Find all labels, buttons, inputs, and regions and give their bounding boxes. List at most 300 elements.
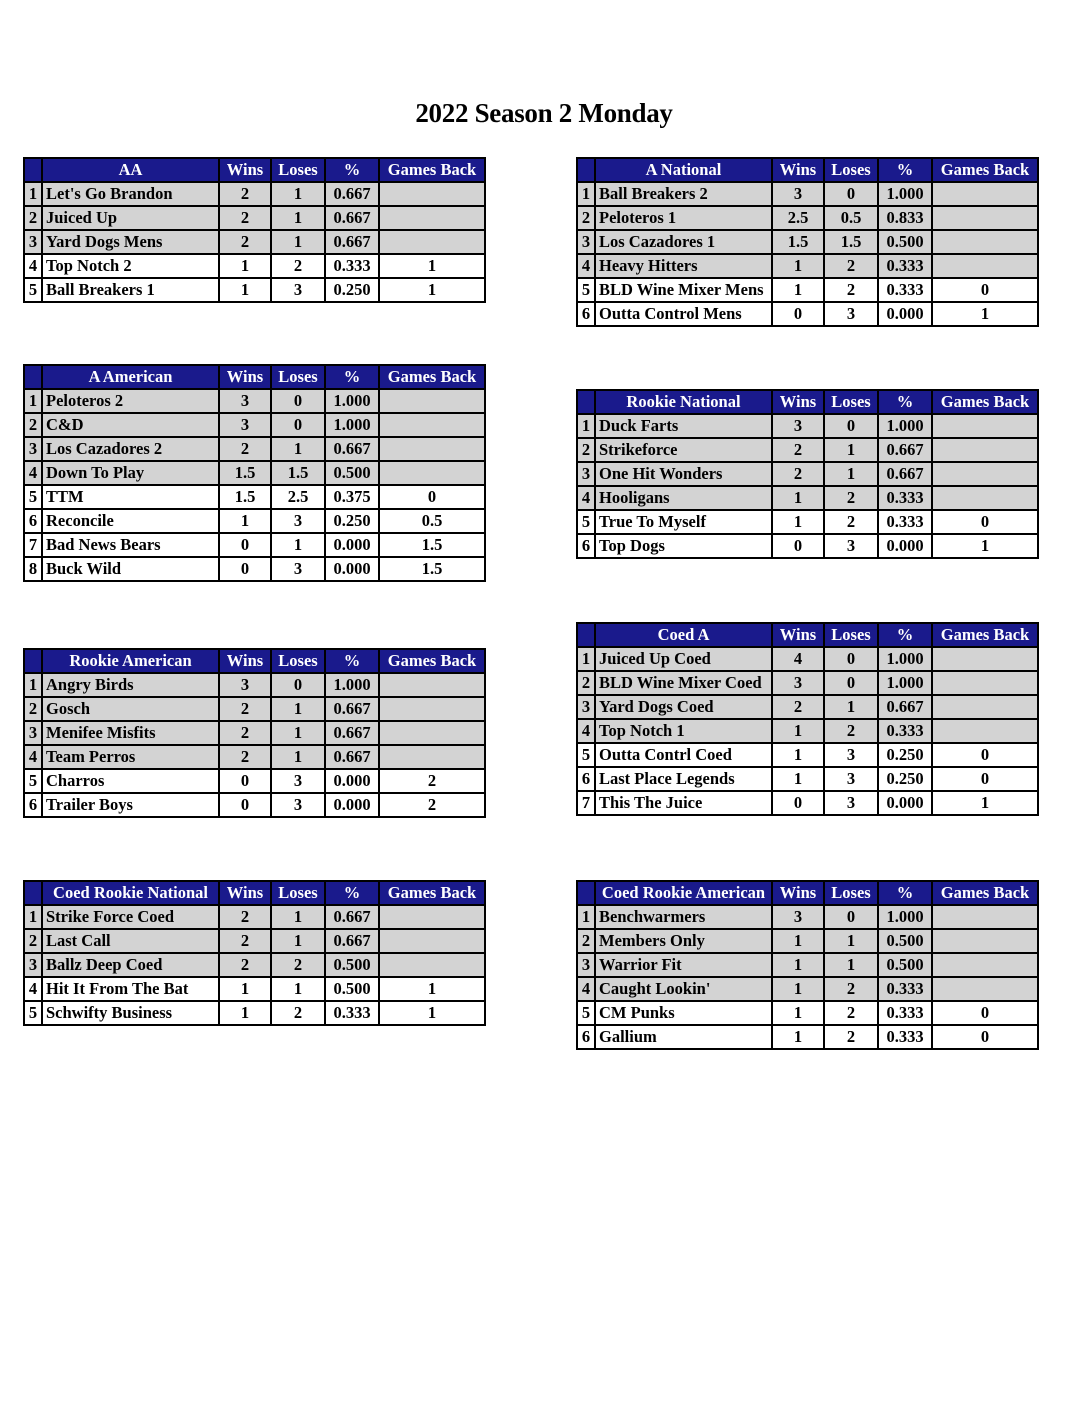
team-rank: 5 — [24, 278, 42, 302]
team-loses: 1 — [271, 697, 325, 721]
team-row — [24, 769, 485, 793]
team-name: Duck Farts — [595, 414, 772, 438]
team-rank: 1 — [577, 905, 595, 929]
team-wins: 2 — [219, 905, 271, 929]
team-pct: 0.500 — [325, 953, 379, 977]
standings-table-coed-rookie-national — [23, 880, 486, 1026]
team-pct: 0.667 — [325, 929, 379, 953]
pct-header: % — [878, 881, 932, 905]
team-row — [577, 719, 1038, 743]
loses-header: Loses — [824, 158, 878, 182]
team-wins: 1 — [219, 1001, 271, 1025]
team-wins: 1 — [772, 929, 824, 953]
team-games-back — [379, 437, 485, 461]
team-row — [24, 461, 485, 485]
team-games-back: 1 — [379, 977, 485, 1001]
team-row — [577, 486, 1038, 510]
team-loses: 1 — [824, 438, 878, 462]
rank-header — [577, 623, 595, 647]
team-games-back: 1 — [379, 278, 485, 302]
team-loses: 3 — [271, 278, 325, 302]
team-pct: 1.000 — [878, 182, 932, 206]
team-pct: 0.833 — [878, 206, 932, 230]
team-rank: 6 — [24, 509, 42, 533]
team-wins: 2 — [219, 437, 271, 461]
team-rank: 8 — [24, 557, 42, 581]
team-wins: 2 — [219, 929, 271, 953]
team-games-back: 2 — [379, 769, 485, 793]
team-wins: 1 — [772, 977, 824, 1001]
team-games-back — [379, 182, 485, 206]
team-row — [577, 182, 1038, 206]
team-wins: 2 — [219, 953, 271, 977]
team-name: Top Notch 1 — [595, 719, 772, 743]
team-wins: 1 — [772, 254, 824, 278]
team-loses: 1 — [271, 182, 325, 206]
team-name: Los Cazadores 1 — [595, 230, 772, 254]
team-row — [577, 905, 1038, 929]
team-games-back — [932, 182, 1038, 206]
team-row — [577, 647, 1038, 671]
team-loses: 2 — [824, 510, 878, 534]
team-loses: 2 — [824, 719, 878, 743]
team-pct: 0.333 — [878, 977, 932, 1001]
team-games-back — [379, 905, 485, 929]
team-pct: 0.250 — [878, 743, 932, 767]
team-games-back: 1 — [932, 791, 1038, 815]
loses-header: Loses — [271, 158, 325, 182]
team-wins: 1 — [772, 1025, 824, 1049]
team-pct: 1.000 — [325, 673, 379, 697]
team-rank: 4 — [577, 254, 595, 278]
team-loses: 0 — [824, 647, 878, 671]
team-rank: 2 — [577, 438, 595, 462]
team-rank: 4 — [24, 745, 42, 769]
team-pct: 0.333 — [325, 254, 379, 278]
team-games-back: 1 — [379, 1001, 485, 1025]
team-name: This The Juice — [595, 791, 772, 815]
team-loses: 1 — [271, 437, 325, 461]
team-loses: 0.5 — [824, 206, 878, 230]
rank-header — [24, 649, 42, 673]
team-loses: 2 — [271, 254, 325, 278]
team-pct: 0.667 — [325, 230, 379, 254]
loses-header: Loses — [271, 649, 325, 673]
division-name: Rookie American — [42, 649, 219, 673]
team-pct: 0.250 — [878, 767, 932, 791]
team-name: C&D — [42, 413, 219, 437]
team-rank: 5 — [24, 485, 42, 509]
team-row — [577, 929, 1038, 953]
team-pct: 0.000 — [325, 793, 379, 817]
team-rank: 3 — [577, 462, 595, 486]
wins-header: Wins — [219, 365, 271, 389]
team-games-back — [932, 254, 1038, 278]
team-pct: 0.333 — [878, 254, 932, 278]
team-games-back: 1.5 — [379, 533, 485, 557]
header-row — [24, 365, 485, 389]
team-loses: 1 — [824, 929, 878, 953]
team-wins: 1 — [772, 510, 824, 534]
team-loses: 1.5 — [271, 461, 325, 485]
team-loses: 0 — [271, 389, 325, 413]
team-pct: 1.000 — [325, 413, 379, 437]
team-row — [577, 206, 1038, 230]
team-pct: 0.333 — [878, 1001, 932, 1025]
header-row — [24, 881, 485, 905]
team-pct: 0.250 — [325, 509, 379, 533]
rank-header — [24, 158, 42, 182]
team-name: Ball Breakers 1 — [42, 278, 219, 302]
team-rank: 3 — [24, 230, 42, 254]
team-name: Los Cazadores 2 — [42, 437, 219, 461]
team-games-back — [932, 719, 1038, 743]
team-wins: 1 — [219, 509, 271, 533]
team-row — [24, 673, 485, 697]
standings-table-rookie-american — [23, 648, 486, 818]
games-back-header: Games Back — [379, 649, 485, 673]
team-pct: 0.000 — [325, 769, 379, 793]
team-row — [24, 206, 485, 230]
team-pct: 0.333 — [878, 719, 932, 743]
team-loses: 1.5 — [824, 230, 878, 254]
team-wins: 1.5 — [219, 461, 271, 485]
games-back-header: Games Back — [932, 623, 1038, 647]
team-pct: 0.667 — [325, 437, 379, 461]
team-rank: 5 — [577, 278, 595, 302]
team-rank: 4 — [24, 977, 42, 1001]
team-wins: 2 — [219, 206, 271, 230]
team-games-back — [379, 206, 485, 230]
team-loses: 1 — [824, 695, 878, 719]
team-games-back — [932, 206, 1038, 230]
team-loses: 0 — [824, 905, 878, 929]
team-games-back: 2 — [379, 793, 485, 817]
team-rank: 5 — [577, 1001, 595, 1025]
team-row — [24, 413, 485, 437]
team-name: Hooligans — [595, 486, 772, 510]
team-rank: 1 — [24, 389, 42, 413]
team-loses: 1 — [271, 206, 325, 230]
team-pct: 0.500 — [878, 929, 932, 953]
standings-table-coed-a — [576, 622, 1039, 816]
team-loses: 1 — [271, 230, 325, 254]
team-wins: 3 — [219, 413, 271, 437]
team-games-back — [379, 953, 485, 977]
team-row — [24, 793, 485, 817]
team-pct: 0.667 — [878, 438, 932, 462]
wins-header: Wins — [772, 623, 824, 647]
team-rank: 7 — [24, 533, 42, 557]
team-name: Ball Breakers 2 — [595, 182, 772, 206]
team-name: Reconcile — [42, 509, 219, 533]
team-row — [577, 743, 1038, 767]
team-name: Top Notch 2 — [42, 254, 219, 278]
team-loses: 1 — [824, 462, 878, 486]
team-loses: 3 — [824, 743, 878, 767]
team-loses: 3 — [271, 793, 325, 817]
team-pct: 0.667 — [325, 745, 379, 769]
team-row — [24, 533, 485, 557]
team-name: Gosch — [42, 697, 219, 721]
team-rank: 3 — [24, 721, 42, 745]
games-back-header: Games Back — [379, 881, 485, 905]
team-pct: 0.333 — [878, 486, 932, 510]
team-games-back: 1 — [932, 302, 1038, 326]
team-wins: 1 — [772, 953, 824, 977]
team-pct: 0.375 — [325, 485, 379, 509]
team-row — [577, 695, 1038, 719]
team-wins: 0 — [219, 793, 271, 817]
team-games-back: 0.5 — [379, 509, 485, 533]
team-row — [24, 254, 485, 278]
standings-table-a-american — [23, 364, 486, 582]
team-row — [577, 278, 1038, 302]
team-wins: 0 — [219, 557, 271, 581]
team-rank: 4 — [577, 977, 595, 1001]
team-wins: 0 — [772, 791, 824, 815]
team-loses: 1 — [271, 745, 325, 769]
header-row — [577, 623, 1038, 647]
games-back-header: Games Back — [379, 365, 485, 389]
team-name: Let's Go Brandon — [42, 182, 219, 206]
team-name: BLD Wine Mixer Coed — [595, 671, 772, 695]
team-loses: 3 — [271, 509, 325, 533]
team-name: Peloteros 1 — [595, 206, 772, 230]
team-rank: 1 — [24, 673, 42, 697]
team-name: Menifee Misfits — [42, 721, 219, 745]
team-pct: 0.667 — [878, 695, 932, 719]
standings-table-rookie-national — [576, 389, 1039, 559]
team-name: TTM — [42, 485, 219, 509]
team-name: Outta Control Mens — [595, 302, 772, 326]
team-row — [577, 1025, 1038, 1049]
team-loses: 2 — [824, 977, 878, 1001]
team-wins: 1 — [772, 767, 824, 791]
team-row — [577, 671, 1038, 695]
games-back-header: Games Back — [932, 881, 1038, 905]
team-name: Gallium — [595, 1025, 772, 1049]
games-back-header: Games Back — [379, 158, 485, 182]
wins-header: Wins — [772, 158, 824, 182]
team-wins: 3 — [772, 182, 824, 206]
team-rank: 6 — [577, 1025, 595, 1049]
team-loses: 3 — [824, 791, 878, 815]
team-wins: 0 — [219, 533, 271, 557]
team-rank: 4 — [24, 254, 42, 278]
team-loses: 2 — [824, 1025, 878, 1049]
team-row — [577, 510, 1038, 534]
team-games-back — [379, 929, 485, 953]
rank-header — [577, 390, 595, 414]
team-wins: 2 — [772, 695, 824, 719]
team-loses: 0 — [271, 413, 325, 437]
team-wins: 0 — [772, 534, 824, 558]
team-games-back: 1.5 — [379, 557, 485, 581]
team-games-back — [379, 461, 485, 485]
team-rank: 1 — [577, 647, 595, 671]
team-pct: 0.000 — [878, 534, 932, 558]
team-games-back — [932, 929, 1038, 953]
team-rank: 6 — [24, 793, 42, 817]
team-wins: 2 — [219, 697, 271, 721]
standings-table-a-national — [576, 157, 1039, 327]
team-pct: 1.000 — [878, 647, 932, 671]
team-wins: 2 — [219, 721, 271, 745]
team-name: Buck Wild — [42, 557, 219, 581]
team-games-back: 0 — [932, 767, 1038, 791]
team-loses: 2 — [824, 486, 878, 510]
team-loses: 1 — [271, 533, 325, 557]
team-rank: 4 — [24, 461, 42, 485]
team-rank: 6 — [577, 534, 595, 558]
team-loses: 1 — [271, 905, 325, 929]
team-loses: 1 — [271, 977, 325, 1001]
team-games-back — [932, 953, 1038, 977]
team-row — [24, 182, 485, 206]
team-pct: 0.333 — [325, 1001, 379, 1025]
games-back-header: Games Back — [932, 390, 1038, 414]
team-pct: 0.250 — [325, 278, 379, 302]
wins-header: Wins — [219, 881, 271, 905]
team-pct: 0.667 — [325, 697, 379, 721]
team-rank: 2 — [577, 671, 595, 695]
team-pct: 0.500 — [878, 953, 932, 977]
team-rank: 1 — [24, 182, 42, 206]
team-loses: 2 — [271, 953, 325, 977]
team-row — [24, 485, 485, 509]
team-games-back: 1 — [932, 534, 1038, 558]
team-name: Strike Force Coed — [42, 905, 219, 929]
team-wins: 1 — [772, 486, 824, 510]
team-pct: 0.667 — [325, 721, 379, 745]
team-wins: 0 — [772, 302, 824, 326]
team-loses: 0 — [271, 673, 325, 697]
team-name: Ballz Deep Coed — [42, 953, 219, 977]
team-row — [577, 302, 1038, 326]
team-loses: 1 — [824, 953, 878, 977]
team-loses: 3 — [824, 302, 878, 326]
team-row — [577, 230, 1038, 254]
team-rank: 6 — [577, 767, 595, 791]
team-rank: 5 — [577, 510, 595, 534]
team-pct: 1.000 — [878, 671, 932, 695]
loses-header: Loses — [271, 881, 325, 905]
team-pct: 0.500 — [878, 230, 932, 254]
team-row — [24, 929, 485, 953]
team-row — [24, 697, 485, 721]
header-row — [577, 390, 1038, 414]
team-row — [577, 438, 1038, 462]
team-name: BLD Wine Mixer Mens — [595, 278, 772, 302]
team-rank: 5 — [577, 743, 595, 767]
team-loses: 1 — [271, 721, 325, 745]
team-pct: 0.667 — [325, 206, 379, 230]
loses-header: Loses — [824, 881, 878, 905]
team-name: Heavy Hitters — [595, 254, 772, 278]
wins-header: Wins — [219, 158, 271, 182]
division-name: A National — [595, 158, 772, 182]
team-rank: 4 — [577, 719, 595, 743]
wins-header: Wins — [772, 390, 824, 414]
division-name: A American — [42, 365, 219, 389]
team-wins: 2 — [772, 462, 824, 486]
wins-header: Wins — [772, 881, 824, 905]
team-pct: 0.000 — [878, 302, 932, 326]
team-pct: 0.667 — [325, 905, 379, 929]
team-games-back — [932, 230, 1038, 254]
team-rank: 2 — [24, 206, 42, 230]
team-pct: 0.500 — [325, 977, 379, 1001]
team-wins: 2 — [219, 230, 271, 254]
team-row — [577, 534, 1038, 558]
team-name: Last Call — [42, 929, 219, 953]
team-games-back — [932, 647, 1038, 671]
team-name: Juiced Up Coed — [595, 647, 772, 671]
team-row — [577, 254, 1038, 278]
team-loses: 2 — [824, 1001, 878, 1025]
loses-header: Loses — [271, 365, 325, 389]
header-row — [24, 649, 485, 673]
team-name: CM Punks — [595, 1001, 772, 1025]
pct-header: % — [325, 649, 379, 673]
team-pct: 1.000 — [878, 905, 932, 929]
team-row — [24, 389, 485, 413]
team-games-back — [379, 673, 485, 697]
team-wins: 2 — [772, 438, 824, 462]
team-wins: 2 — [219, 745, 271, 769]
team-loses: 3 — [271, 557, 325, 581]
team-games-back — [379, 389, 485, 413]
rank-header — [24, 365, 42, 389]
team-wins: 3 — [772, 414, 824, 438]
team-games-back — [932, 977, 1038, 1001]
team-row — [577, 462, 1038, 486]
team-wins: 3 — [219, 389, 271, 413]
pct-header: % — [325, 365, 379, 389]
team-row — [24, 905, 485, 929]
team-games-back — [932, 438, 1038, 462]
team-games-back: 0 — [932, 1001, 1038, 1025]
games-back-header: Games Back — [932, 158, 1038, 182]
team-name: Members Only — [595, 929, 772, 953]
team-rank: 1 — [577, 414, 595, 438]
team-row — [24, 230, 485, 254]
team-rank: 5 — [24, 769, 42, 793]
team-rank: 2 — [577, 929, 595, 953]
division-name: Coed Rookie National — [42, 881, 219, 905]
team-row — [24, 1001, 485, 1025]
team-wins: 1 — [772, 278, 824, 302]
team-name: Yard Dogs Mens — [42, 230, 219, 254]
team-pct: 1.000 — [878, 414, 932, 438]
team-row — [24, 721, 485, 745]
team-wins: 4 — [772, 647, 824, 671]
team-games-back — [379, 230, 485, 254]
pct-header: % — [878, 158, 932, 182]
team-name: Benchwarmers — [595, 905, 772, 929]
division-name: Coed A — [595, 623, 772, 647]
team-row — [24, 278, 485, 302]
team-wins: 1 — [772, 743, 824, 767]
pct-header: % — [325, 158, 379, 182]
team-rank: 4 — [577, 486, 595, 510]
pct-header: % — [878, 623, 932, 647]
header-row — [24, 158, 485, 182]
rank-header — [577, 881, 595, 905]
team-pct: 0.000 — [325, 557, 379, 581]
team-pct: 0.500 — [325, 461, 379, 485]
